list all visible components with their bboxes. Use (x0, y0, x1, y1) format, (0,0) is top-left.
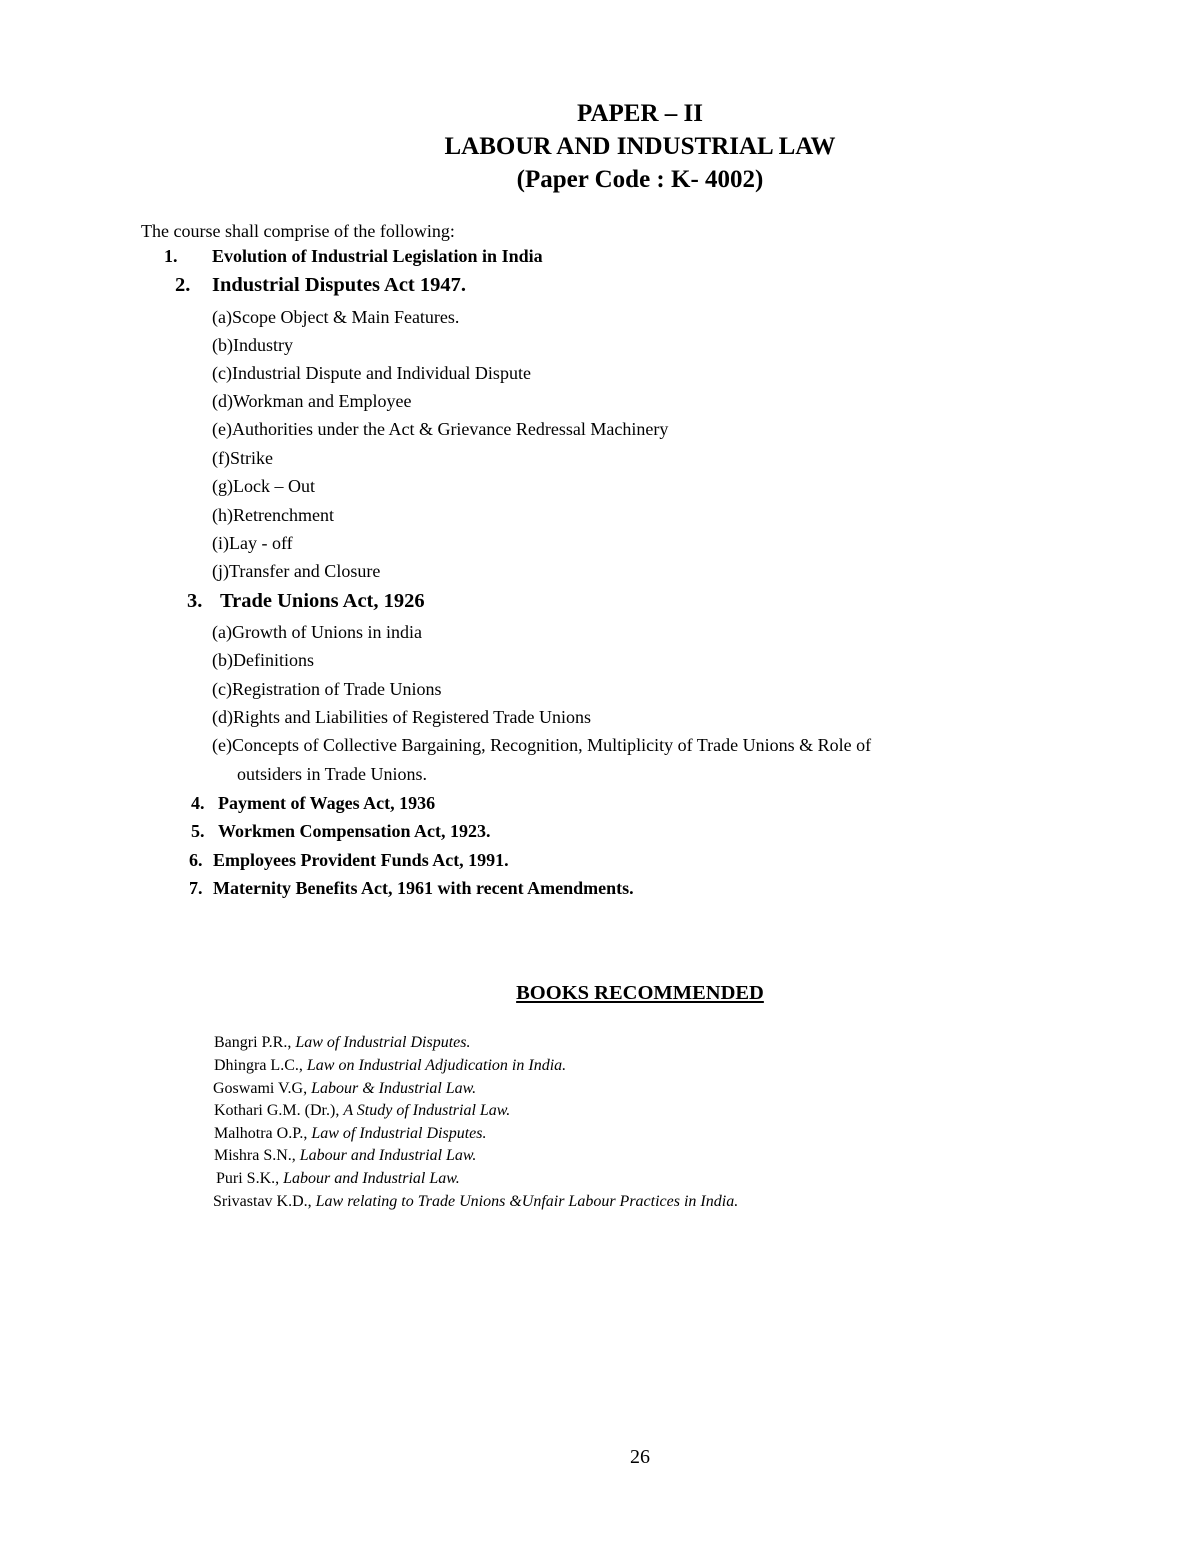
book-entry (214, 1124, 486, 1144)
topic-title: Maternity Benefits Act, 1961 with recent Amendments. (213, 878, 634, 898)
book-title: A Study of Industrial Law. (343, 1102, 511, 1119)
book-entry (214, 1101, 510, 1121)
subtopic-item: (b)Definitions (212, 650, 314, 670)
paper-title: LABOUR AND INDUSTRIAL LAW (444, 133, 836, 160)
topic-number: 7. (189, 878, 203, 898)
book-entry (216, 1169, 460, 1189)
topic-number: 3. (187, 590, 203, 612)
page-number: 26 (630, 1446, 650, 1468)
topic-item (164, 245, 543, 267)
topic-number: 5. (191, 821, 205, 841)
book-author: Mishra S.N., (214, 1147, 300, 1164)
topic-item (187, 589, 425, 613)
topic-title: Trade Unions Act, 1926 (220, 590, 425, 612)
subtopic-item: (a)Growth of Unions in india (212, 622, 422, 642)
topic-item (189, 877, 634, 899)
topic-number: 1. (164, 246, 178, 266)
book-author: Goswami V.G, (213, 1080, 312, 1097)
topic-number: 2. (175, 274, 191, 296)
topic-title: Employees Provident Funds Act, 1991. (213, 850, 509, 870)
subtopic-item: (d)Rights and Liabilities of Registered Trade Unions (212, 707, 591, 727)
subtopic-item: (h)Retrenchment (212, 505, 334, 525)
book-title: Labour & Industrial Law. (311, 1080, 477, 1097)
book-entry (214, 1056, 566, 1076)
book-title: Labour and Industrial Law. (299, 1147, 477, 1164)
book-title: Law of Industrial Disputes. (311, 1125, 487, 1142)
document-header (0, 97, 1200, 196)
book-entry (213, 1192, 738, 1212)
book-author: Puri S.K., (216, 1170, 284, 1187)
book-title: Law relating to Trade Unions &Unfair Labour Practices in India. (315, 1193, 739, 1210)
book-title: Labour and Industrial Law. (283, 1170, 460, 1187)
books-heading: BOOKS RECOMMENDED (516, 982, 764, 1004)
topic-item (189, 849, 509, 871)
topic-number: 4. (191, 793, 205, 813)
topic-title: Evolution of Industrial Legislation in India (212, 246, 543, 266)
paper-number: PAPER – II (577, 100, 703, 127)
book-title: Law of Industrial Disputes. (295, 1034, 471, 1051)
paper-code: (Paper Code : K- 4002) (516, 166, 764, 193)
book-author: Malhotra O.P., (214, 1125, 312, 1142)
book-author: Bangri P.R., (214, 1034, 296, 1051)
book-entry (214, 1146, 476, 1166)
book-author: Srivastav K.D., (213, 1193, 316, 1210)
subtopic-item: (d)Workman and Employee (212, 391, 412, 411)
subtopic-item: (e)Authorities under the Act & Grievance Redressal Machinery (212, 419, 669, 439)
subtopic-item: (c)Industrial Dispute and Individual Dispute (212, 363, 531, 383)
topic-title: Industrial Disputes Act 1947. (212, 274, 467, 296)
subtopic-item: (a)Scope Object & Main Features. (212, 307, 460, 327)
topic-item (191, 792, 435, 814)
topic-item (191, 820, 491, 842)
subtopic-item: (f)Strike (212, 448, 273, 468)
subtopic-item: (j)Transfer and Closure (212, 561, 381, 581)
topic-number: 6. (189, 850, 203, 870)
book-author: Dhingra L.C., (214, 1057, 307, 1074)
subtopic-item: (c)Registration of Trade Unions (212, 679, 442, 699)
book-title: Law on Industrial Adjudication in India. (306, 1057, 567, 1074)
book-author: Kothari G.M. (Dr.), (214, 1102, 344, 1119)
subtopic-item: (b)Industry (212, 335, 293, 355)
subtopic-item: (g)Lock – Out (212, 476, 315, 496)
topic-title: Payment of Wages Act, 1936 (218, 793, 436, 813)
subtopic-item: (e)Concepts of Collective Bargaining, Recognition, Multiplicity of Trade Unions & Role of (212, 735, 872, 755)
book-entry (213, 1079, 476, 1099)
intro-text: The course shall comprise of the following: (141, 221, 455, 241)
subtopic-continuation: outsiders in Trade Unions. (237, 764, 428, 784)
book-entry (214, 1033, 470, 1053)
topic-title: Workmen Compensation Act, 1923. (218, 821, 491, 841)
subtopic-item: (i)Lay - off (212, 533, 293, 553)
topic-item (175, 273, 466, 297)
